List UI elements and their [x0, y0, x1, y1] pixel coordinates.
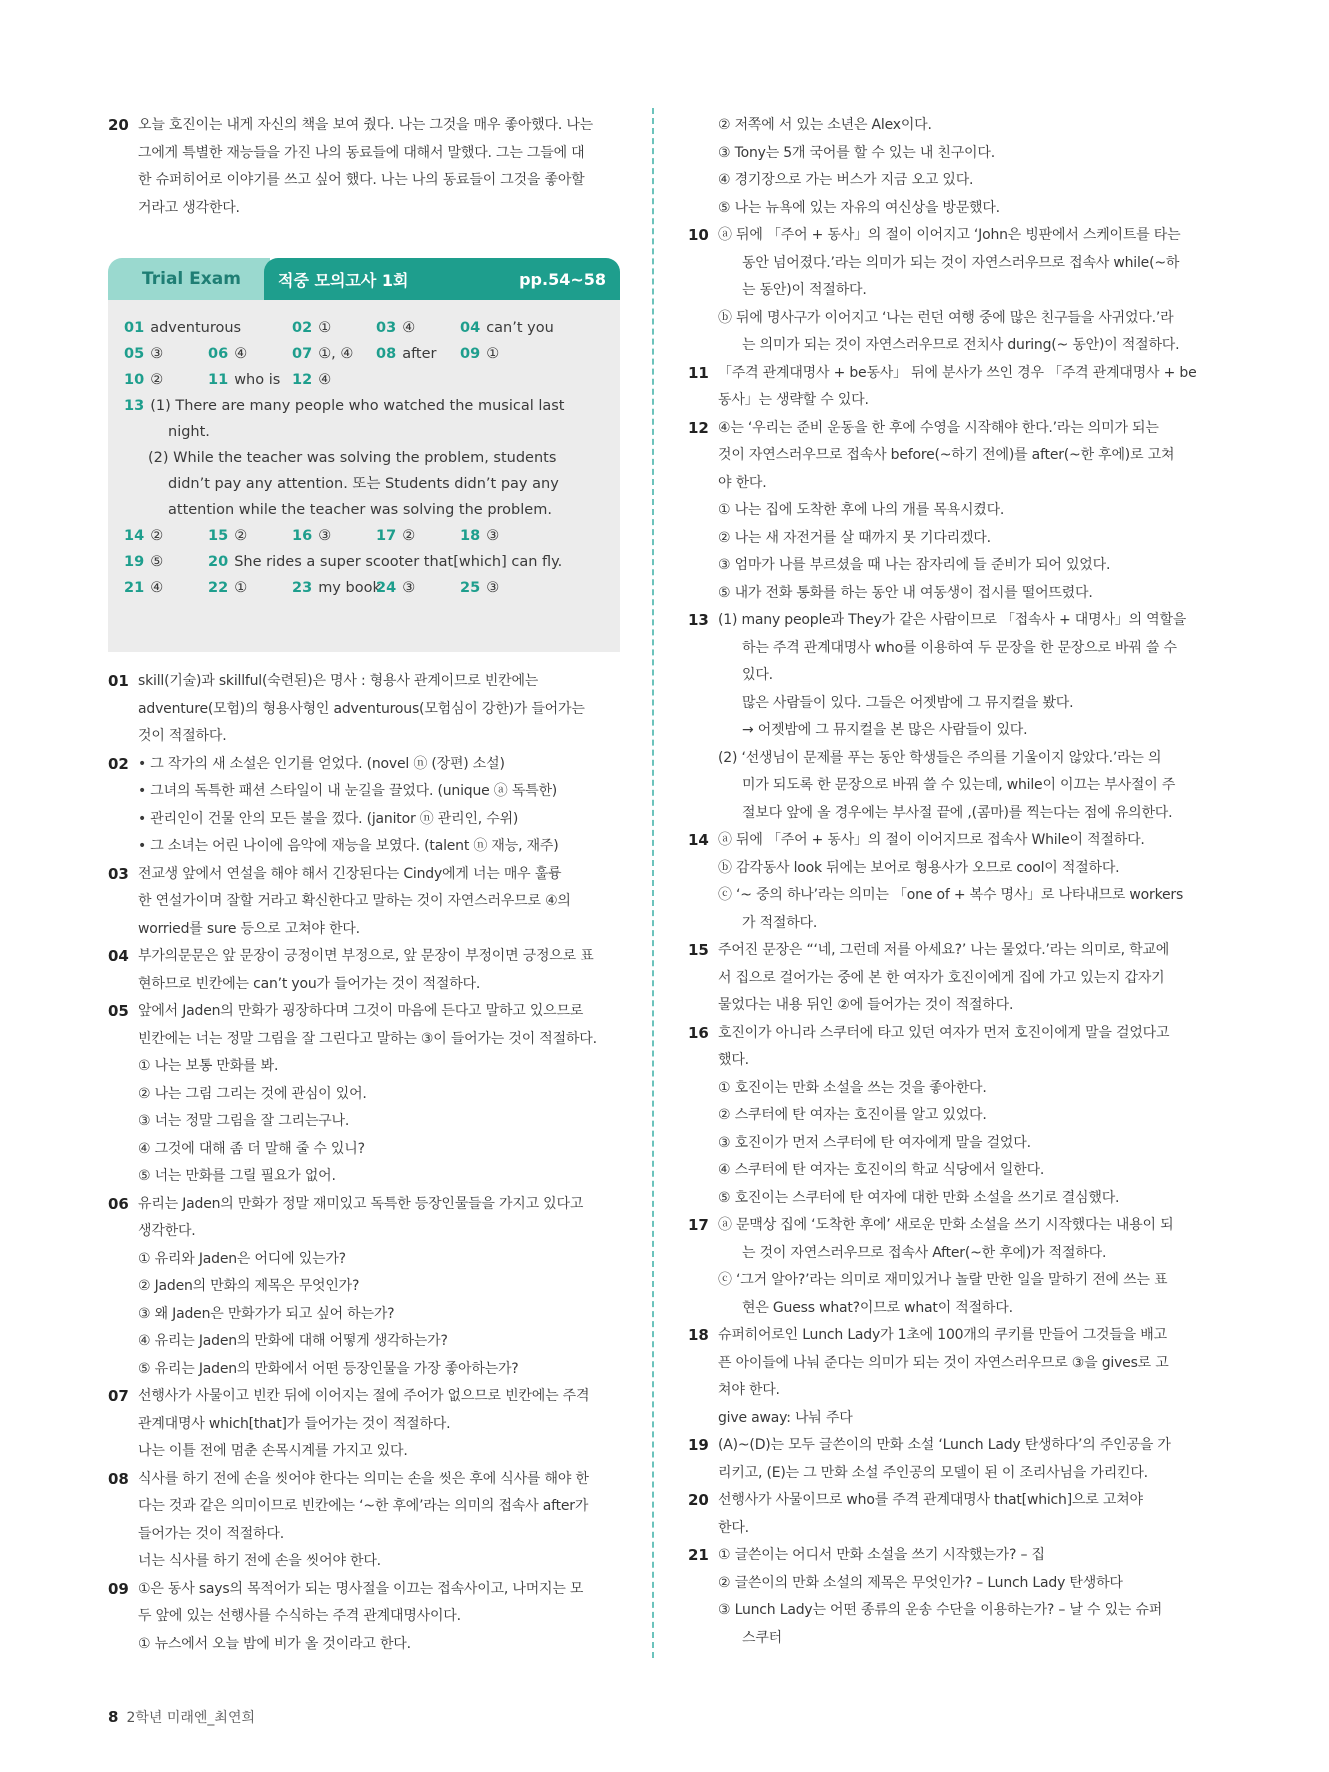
entry-line: • 그녀의 독특한 패션 스타일이 내 눈길을 끌었다. (unique ⓐ 독특한) — [138, 783, 558, 799]
explanation-entry — [108, 861, 628, 944]
answer-item — [460, 578, 499, 598]
entry-number: 08 — [108, 1469, 129, 1488]
explanation-entry — [688, 415, 1206, 608]
answer-number: 16 — [292, 528, 313, 544]
trial-exam-header — [108, 258, 620, 300]
answer-item — [292, 578, 381, 598]
trial-exam-title-bar — [264, 258, 620, 300]
answer-value: ② — [150, 528, 164, 544]
entry-line: ③ Lunch Lady는 어떤 종류의 운송 수단을 이용하는가? – 날 수 있는 슈퍼 — [718, 1602, 1163, 1618]
trial-exam-pages: pp.54~58 — [519, 269, 606, 289]
explanation-entry — [108, 1466, 628, 1576]
entry-number: 09 — [108, 1579, 129, 1598]
entry-number: 11 — [688, 363, 709, 382]
entry-line: → 어젯밤에 그 뮤지컬을 본 많은 사람들이 있다. — [742, 722, 1028, 738]
entry-line: ④ 유리는 Jaden의 만화에 대해 어떻게 생각하는가? — [138, 1333, 448, 1349]
answer-number: 11 — [208, 372, 229, 388]
entry-line: 절보다 앞에 올 경우에는 부사절 끝에 ,(콤마)를 찍는다는 점에 유의한다. — [742, 804, 1173, 821]
answer-item — [208, 370, 280, 390]
entry-number: 15 — [688, 941, 709, 959]
entry-line: 픈 아이들에 나눠 준다는 의미가 되는 것이 자연스러우므로 ③을 gives로 고 — [718, 1354, 1169, 1371]
answer-value: ② — [234, 528, 248, 544]
entry-line: ④ 그것에 대해 좀 더 말해 줄 수 있니? — [138, 1140, 365, 1157]
entry-line: 선행사가 사물이므로 who를 주격 관계대명사 that[which]으로 고쳐야 — [718, 1492, 1143, 1508]
answer-number: 04 — [460, 320, 481, 336]
entry-line: ⓒ ‘~ 중의 하나’라는 의미는 「one of + 복수 명사」로 나타내므로 workers — [718, 887, 1184, 903]
entry-line: 는 의미가 되는 것이 자연스러우므로 전치사 during(~ 동안)이 적절하다. — [742, 337, 1180, 353]
answer-item — [208, 578, 247, 598]
trial-exam-answer-box — [108, 258, 620, 652]
answer-value: (2) While the teacher was solving the problem, students — [148, 450, 557, 466]
entry-line: ⑤ 내가 전화 통화를 하는 동안 내 여동생이 접시를 떨어뜨렸다. — [718, 584, 1093, 601]
explanation-entry — [688, 937, 1206, 1020]
entry-line: 두 앞에 있는 선행사를 수식하는 주격 관계대명사이다. — [138, 1608, 461, 1624]
explanation-entry — [108, 1191, 628, 1384]
answer-item — [148, 448, 556, 468]
answer-item — [124, 370, 163, 390]
answer-number: 21 — [124, 580, 145, 596]
answer-value: can’t you — [486, 320, 554, 336]
left-explanations — [108, 668, 628, 1658]
explanation-entry — [688, 607, 1206, 827]
trial-exam-title: 적중 모의고사 1회 — [278, 270, 409, 290]
entry-line: ① 호진이는 만화 소설을 쓰는 것을 좋아한다. — [718, 1079, 987, 1096]
answer-number: 22 — [208, 580, 229, 596]
entry-line: 동사」는 생략할 수 있다. — [718, 392, 869, 408]
explanation-entry — [688, 827, 1206, 937]
answer-value: ② — [150, 372, 164, 388]
entry-line: 동안 넘어졌다.’라는 의미가 되는 것이 자연스러우므로 접속사 while(~하 — [742, 254, 1180, 271]
answer-value: my book — [318, 580, 381, 596]
entry-line: 많은 사람들이 있다. 그들은 어젯밤에 그 뮤지컬을 봤다. — [742, 694, 1074, 711]
entry-line: • 관리인이 건물 안의 모든 불을 껐다. (janitor ⓝ 관리인, 수위) — [138, 810, 519, 827]
entry-line: 것이 적절하다. — [138, 728, 227, 744]
entry-line: 현은 Guess what?이므로 what이 적절하다. — [742, 1299, 1013, 1316]
entry-line: • 그 소녀는 어린 나이에 음악에 재능을 보였다. (talent ⓝ 재능, 재주) — [138, 838, 559, 854]
answer-item — [124, 526, 163, 546]
entry-line: (1) many people과 They가 같은 사람이므로 「접속사 + 대명사」의 역할을 — [718, 612, 1187, 628]
entry-line: ② 스쿠터에 탄 여자는 호진이를 알고 있었다. — [718, 1107, 987, 1123]
answer-number: 12 — [292, 372, 313, 388]
entry-number: 17 — [688, 1216, 709, 1234]
entry-line: 거라고 생각한다. — [138, 199, 240, 216]
explanation-entry — [108, 1576, 628, 1659]
entry-line: ⓑ 뒤에 명사구가 이어지고 ‘나는 런던 여행 중에 많은 친구들을 사귀었다.’라 — [718, 309, 1174, 326]
explanation-entry — [688, 1432, 1206, 1487]
entry-line: ② 글쓴이의 만화 소설의 제목은 무엇인가? – Lunch Lady 탄생하다 — [718, 1574, 1123, 1591]
answer-value: adventurous — [150, 320, 242, 336]
entry-line: ⓐ 문맥상 집에 ‘도착한 후에’ 새로운 만화 소설을 쓰기 시작했다는 내용이 되 — [718, 1217, 1174, 1233]
answer-value: ③ — [150, 346, 164, 362]
entry-line: (A)~(D)는 모두 글쓴이의 만화 소설 ‘Lunch Lady 탄생하다’의 주인공을 가 — [718, 1437, 1171, 1453]
explanation-entry — [108, 668, 628, 751]
entry-line: 서 집으로 걸어가는 중에 본 한 여자가 호진이에게 집에 가고 있는지 갑자기 — [718, 969, 1165, 986]
entry-line: 현하므로 빈칸에는 can’t you가 들어가는 것이 적절하다. — [138, 975, 481, 992]
answer-item — [376, 526, 415, 546]
entry-line: ③ 왜 Jaden은 만화가가 되고 싶어 하는가? — [138, 1305, 395, 1322]
answer-item — [376, 318, 415, 338]
answer-item — [168, 422, 210, 442]
trial-exam-tab: Trial Exam — [108, 258, 270, 300]
entry-number: 19 — [688, 1436, 709, 1454]
explanation-entry — [688, 1322, 1206, 1432]
entry-line: 「주격 관계대명사 + be동사」 뒤에 분사가 쓰인 경우 「주격 관계대명사 + be — [718, 364, 1197, 381]
answer-item — [168, 500, 552, 520]
entry-line: ② Jaden의 만화의 제목은 무엇인가? — [138, 1278, 360, 1294]
answer-number: 23 — [292, 580, 313, 596]
answer-item — [124, 318, 241, 338]
answer-value: ④ — [318, 372, 332, 388]
answer-value: ⑤ — [150, 554, 164, 570]
answer-item — [292, 526, 331, 546]
entry-line: 한 연설가이며 잘할 거라고 확신한다고 말하는 것이 자연스러우므로 ④의 — [138, 893, 571, 909]
entry-number: 01 — [108, 672, 129, 690]
entry-line: 슈퍼히어로인 Lunch Lady가 1초에 100개의 쿠키를 만들어 그것들을 배고 — [718, 1327, 1167, 1343]
answer-number: 18 — [460, 528, 481, 544]
footer-label: 2학년 미래엔_최연희 — [126, 1710, 255, 1726]
entry-line: 호진이가 아니라 스쿠터에 타고 있던 여자가 먼저 호진이에게 말을 걸었다고 — [718, 1024, 1170, 1041]
entry-number: 21 — [688, 1546, 709, 1564]
answer-value: She rides a super scooter that[which] can fly. — [234, 554, 563, 570]
entry-line: ③ 호진이가 먼저 스쿠터에 탄 여자에게 말을 걸었다. — [718, 1134, 1031, 1151]
intro-entry-20 — [108, 112, 628, 222]
answer-number: 14 — [124, 528, 145, 544]
answer-item — [460, 344, 499, 364]
entry-line: ① 글쓴이는 어디서 만화 소설을 쓰기 시작했는가? – 집 — [718, 1547, 1045, 1563]
answer-value: ④ — [234, 346, 248, 362]
answer-number: 02 — [292, 320, 313, 336]
entry-number: 10 — [688, 226, 709, 244]
answer-value: ② — [402, 528, 416, 544]
page-footer — [108, 1707, 255, 1727]
answer-value: after — [402, 346, 437, 362]
answer-number: 19 — [124, 554, 145, 570]
entry-line: ① 유리와 Jaden은 어디에 있는가? — [138, 1250, 346, 1267]
answer-value: ③ — [402, 580, 416, 596]
entry-number: 20 — [688, 1491, 709, 1509]
answer-value: night. — [168, 424, 210, 440]
entry-line: 미가 되도록 한 문장으로 바꿔 쓸 수 있는데, while이 이끄는 부사절이 주 — [742, 777, 1176, 793]
answer-item — [376, 344, 437, 364]
entry-line: 하는 주격 관계대명사 who를 이용하여 두 문장을 한 문장으로 바꿔 쓸 수 — [742, 639, 1177, 656]
answer-item — [208, 344, 247, 364]
answer-item — [124, 578, 163, 598]
entry-line: 들어가는 것이 적절하다. — [138, 1525, 284, 1542]
answer-item — [376, 578, 415, 598]
entry-line: 생각한다. — [138, 1223, 196, 1239]
answer-value: ③ — [486, 580, 500, 596]
answer-value: ④ — [402, 320, 416, 336]
entry-line: ③ Tony는 5개 국어를 할 수 있는 내 친구이다. — [718, 144, 995, 161]
entry-line: 물었다는 내용 뒤인 ②에 들어가는 것이 적절하다. — [718, 997, 1014, 1013]
entry-line: ② 저쪽에 서 있는 소년은 Alex이다. — [718, 117, 932, 133]
answer-item — [208, 552, 562, 572]
entry-line: 했다. — [718, 1052, 749, 1068]
entry-line: (2) ‘선생님이 문제를 푸는 동안 학생들은 주의를 기울이지 않았다.’라는 의 — [718, 749, 1162, 766]
entry-line: ① 나는 집에 도착한 후에 나의 개를 목욕시켰다. — [718, 502, 1005, 518]
entry-number: 16 — [688, 1023, 709, 1042]
answer-value: ① — [234, 580, 248, 596]
answer-number: 05 — [124, 346, 145, 362]
explanation-entry — [108, 943, 628, 998]
entry-line: 오늘 호진이는 내게 자신의 책을 보여 줬다. 나는 그것을 매우 좋아했다. 나는 — [138, 117, 593, 133]
explanation-entry — [688, 112, 1206, 222]
entry-number: 03 — [108, 864, 129, 883]
answer-number: 07 — [292, 346, 313, 362]
entry-line: 앞에서 Jaden의 만화가 굉장하다며 그것이 마음에 든다고 말하고 있으므로 — [138, 1003, 584, 1019]
answer-value: (1) There are many people who watched the musical last — [150, 398, 565, 414]
answer-item — [292, 370, 331, 390]
answer-key-grid — [108, 300, 620, 652]
answer-number: 06 — [208, 346, 229, 362]
entry-line: 너는 식사를 하기 전에 손을 씻어야 한다. — [138, 1553, 381, 1569]
entry-line: ① 나는 보통 만화를 봐. — [138, 1058, 279, 1074]
entry-line: 가 적절하다. — [742, 914, 818, 931]
answer-number: 03 — [376, 320, 397, 336]
entry-line: 관계대명사 which[that]가 들어가는 것이 적절하다. — [138, 1415, 451, 1432]
entry-line: ④ 경기장으로 가는 버스가 지금 오고 있다. — [718, 172, 974, 188]
left-column — [108, 112, 628, 1658]
entry-number: 04 — [108, 947, 129, 965]
answer-number: 20 — [208, 554, 229, 570]
entry-number: 12 — [688, 418, 709, 437]
answer-number: 13 — [124, 398, 145, 414]
entry-line: 한다. — [718, 1519, 749, 1536]
entry-number: 05 — [108, 1002, 129, 1020]
entry-line: 유리는 Jaden의 만화가 정말 재미있고 독특한 등장인물들을 가지고 있다고 — [138, 1195, 584, 1212]
entry-number: 14 — [688, 831, 709, 849]
answer-number: 08 — [376, 346, 397, 362]
answer-value: who is — [234, 372, 281, 388]
entry-line: ⓑ 감각동사 look 뒤에는 보어로 형용사가 오므로 cool이 적절하다. — [718, 859, 1120, 876]
answer-value: ④ — [150, 580, 164, 596]
entry-line: ⓒ ‘그거 알아?’라는 의미로 재미있거나 놀랄 만한 일을 말하기 전에 쓰는 표 — [718, 1272, 1168, 1288]
answer-number: 25 — [460, 580, 481, 596]
answer-item — [124, 344, 163, 364]
entry-line: adventure(모험)의 형용사형인 adventurous(모험심이 강한)가 들어가는 — [138, 700, 585, 717]
entry-number: 18 — [688, 1326, 709, 1344]
answer-item — [292, 344, 353, 364]
explanation-entry — [688, 1020, 1206, 1213]
page-number: 8 — [108, 1708, 119, 1726]
entry-line: 쳐야 한다. — [718, 1382, 780, 1398]
entry-line: 전교생 앞에서 연설을 해야 해서 긴장된다는 Cindy에게 너는 매우 훌륭 — [138, 865, 562, 882]
entry-line: ⑤ 호진이는 스쿠터에 탄 여자에 대한 만화 소설을 쓰기로 결심했다. — [718, 1189, 1120, 1206]
answer-item — [124, 396, 565, 416]
entry-line: 는 동안)이 적절하다. — [742, 282, 867, 298]
entry-line: ① 뉴스에서 오늘 밤에 비가 올 것이라고 한다. — [138, 1635, 411, 1652]
entry-line: 한 슈퍼히어로 이야기를 쓰고 싶어 했다. 나는 나의 동료들이 그것을 좋아할 — [138, 172, 585, 188]
entry-line: 주어진 문장은 “‘네, 그런데 저를 아세요?’ 나는 물었다.’라는 의미로, 학교에 — [718, 942, 1170, 958]
answer-number: 17 — [376, 528, 397, 544]
answer-number: 15 — [208, 528, 229, 544]
entry-line: ①은 동사 says의 목적어가 되는 명사절을 이끄는 접속사이고, 나머지는 모 — [138, 1580, 584, 1597]
explanation-entry — [108, 751, 628, 861]
answer-item — [460, 526, 499, 546]
answer-number: 01 — [124, 320, 145, 336]
entry-line: 그에게 특별한 재능들을 가진 나의 동료들에 대해서 말했다. 그는 그들에 대 — [138, 144, 585, 161]
entry-line: 식사를 하기 전에 손을 씻어야 한다는 의미는 손을 씻은 후에 식사를 해야 한 — [138, 1470, 589, 1487]
answer-value: ① — [486, 346, 500, 362]
entry-line: ④는 ‘우리는 준비 운동을 한 후에 수영을 시작해야 한다.’라는 의미가 되는 — [718, 419, 1159, 436]
answer-item — [124, 552, 163, 572]
entry-line: give away: 나눠 주다 — [718, 1409, 853, 1426]
entry-line: 야 한다. — [718, 474, 767, 491]
answer-value: ③ — [318, 528, 332, 544]
entry-line: ⓐ 뒤에 「주어 + 동사」의 절이 이어지므로 접속사 While이 적절하다. — [718, 832, 1145, 848]
entry-line: ⑤ 나는 뉴욕에 있는 자유의 여신상을 방문했다. — [718, 199, 1000, 216]
entry-line: ⑤ 유리는 Jaden의 만화에서 어떤 등장인물을 가장 좋아하는가? — [138, 1360, 519, 1377]
answer-value: didn’t pay any attention. 또는 Students didn’t pay any — [168, 476, 559, 492]
answer-item — [168, 474, 559, 494]
answer-value: ①, ④ — [318, 346, 354, 362]
entry-line: worried를 sure 등으로 고쳐야 한다. — [138, 920, 360, 937]
entry-line: ⑤ 너는 만화를 그릴 필요가 없어. — [138, 1168, 336, 1184]
entry-line: 다는 것과 같은 의미이므로 빈칸에는 ‘~한 후에’라는 의미의 접속사 after가 — [138, 1498, 589, 1514]
entry-number: 06 — [108, 1194, 129, 1213]
answer-value: attention while the teacher was solving the problem. — [168, 502, 552, 518]
right-explanations — [688, 112, 1206, 1652]
entry-line: 것이 자연스러우므로 접속사 before(~하기 전에)를 after(~한 후에)로 고쳐 — [718, 447, 1175, 463]
entry-number: 20 — [108, 116, 129, 134]
entry-line: 리키고, (E)는 그 만화 소설 주인공의 모델이 된 이 조리사님을 가리킨다. — [718, 1464, 1148, 1481]
right-column — [688, 112, 1206, 1652]
explanation-entry — [688, 1212, 1206, 1322]
explanation-entry — [688, 1542, 1206, 1652]
answer-number: 10 — [124, 372, 145, 388]
entry-number: 13 — [688, 611, 709, 629]
explanation-entry — [108, 998, 628, 1191]
entry-line: 선행사가 사물이고 빈칸 뒤에 이어지는 절에 주어가 없으므로 빈칸에는 주격 — [138, 1388, 590, 1404]
column-divider — [652, 108, 654, 1658]
entry-number: 02 — [108, 754, 129, 773]
entry-line: 나는 이틀 전에 멈춘 손목시계를 가지고 있다. — [138, 1443, 408, 1459]
entry-line: 스쿠터 — [742, 1629, 782, 1646]
answer-number: 09 — [460, 346, 481, 362]
entry-line: 는 것이 자연스러우므로 접속사 After(~한 후에)가 적절하다. — [742, 1244, 1107, 1261]
answer-item — [208, 526, 247, 546]
answer-value: ① — [318, 320, 332, 336]
explanation-entry — [688, 1487, 1206, 1542]
entry-line: ③ 엄마가 나를 부르셨을 때 나는 잠자리에 들 준비가 되어 있었다. — [718, 557, 1111, 573]
entry-line: 빈칸에는 너는 정말 그림을 잘 그린다고 말하는 ③이 들어가는 것이 적절하다. — [138, 1030, 597, 1047]
answer-value: ③ — [486, 528, 500, 544]
entry-line: 있다. — [742, 667, 773, 683]
entry-line: ⓐ 뒤에 「주어 + 동사」의 절이 이어지고 ‘John은 빙판에서 스케이트를 타는 — [718, 227, 1181, 243]
explanation-entry — [108, 1383, 628, 1466]
explanation-entry — [688, 222, 1206, 360]
answer-number: 24 — [376, 580, 397, 596]
entry-number: 07 — [108, 1387, 129, 1405]
explanation-entry — [688, 360, 1206, 415]
answer-item — [460, 318, 554, 338]
entry-line: • 그 작가의 새 소설은 인기를 얻었다. (novel ⓝ (장편) 소설) — [138, 755, 505, 772]
entry-line: skill(기술)과 skillful(숙련된)은 명사 : 형용사 관계이므로 빈칸에는 — [138, 673, 539, 689]
entry-line: ② 나는 새 자전거를 살 때까지 못 기다리겠다. — [718, 529, 991, 546]
entry-line: 부가의문문은 앞 문장이 긍정이면 부정으로, 앞 문장이 부정이면 긍정으로 표 — [138, 948, 594, 964]
entry-line: ② 나는 그림 그리는 것에 관심이 있어. — [138, 1085, 367, 1102]
answer-item — [292, 318, 331, 338]
entry-line: ④ 스쿠터에 탄 여자는 호진이의 학교 식당에서 일한다. — [718, 1162, 1045, 1178]
entry-line: ③ 너는 정말 그림을 잘 그리는구나. — [138, 1113, 350, 1129]
